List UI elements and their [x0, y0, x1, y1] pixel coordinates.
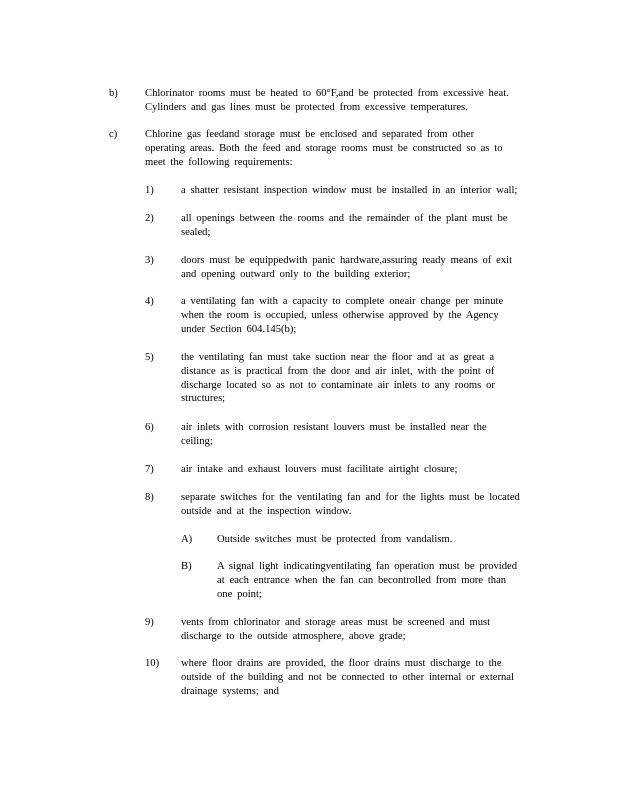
requirement-10-line-3: drainage systems; and — [181, 685, 279, 697]
requirement-3-line-1: doors must be equippedwith panic hardware,assuring ready means of exit — [181, 255, 513, 266]
requirement-6-line-1: air inlets with corrosion resistant louvers must be installed near the — [181, 422, 487, 433]
section-c-text — [145, 128, 535, 169]
requirement-10-line-1: where floor drains are provided, the floor drains must discharge to the — [181, 658, 502, 669]
requirement-6-text — [181, 421, 536, 449]
requirement-9-marker: 9) — [145, 617, 154, 628]
requirement-9-text — [181, 616, 536, 644]
switch-requirement-b-line-2: at each entrance when the fan can becontrolled from more than — [217, 574, 507, 586]
requirement-5-line-3: discharge located so as not to contaminate air inlets to any rooms or — [181, 379, 495, 391]
requirement-2-line-2: sealed; — [181, 226, 211, 238]
switch-requirement-a-line-1: Outside switches must be protected from vandalism. — [217, 534, 453, 545]
switch-requirement-a-text — [217, 533, 537, 547]
section-c-line-3: meet the following requirements: — [145, 156, 293, 168]
requirement-3-text — [181, 254, 536, 282]
requirement-8-line-1: separate switches for the ventilating fan and for the lights must be located — [181, 492, 520, 503]
requirement-2-line-1: all openings between the rooms and the remainder of the plant must be — [181, 213, 508, 224]
requirement-8-text — [181, 491, 536, 519]
requirement-3-line-2: and opening outward only to the building exterior; — [181, 268, 411, 280]
requirement-4-line-3: under Section 604.145(b); — [181, 323, 297, 335]
requirement-5-line-2: distance as is practical from the door and air inlet, with the point of — [181, 365, 495, 377]
requirement-8-marker: 8) — [145, 492, 154, 503]
requirement-6-marker: 6) — [145, 422, 154, 433]
switch-requirement-b-text — [217, 560, 537, 601]
requirement-2-marker: 2) — [145, 213, 154, 224]
section-b-line-1: Chlorinator rooms must be heated to 60°F,and be protected from excessive heat. — [145, 88, 509, 99]
requirement-9-line-1: vents from chlorinator and storage areas must be screened and must — [181, 617, 491, 628]
requirement-4-line-1: a ventilating fan with a capacity to complete oneair change per minute — [181, 296, 504, 307]
requirement-4-marker: 4) — [145, 296, 154, 307]
requirement-7-text — [181, 463, 536, 477]
requirement-10-text — [181, 657, 536, 698]
requirement-2-text — [181, 212, 536, 240]
section-b-marker: b) — [109, 88, 118, 99]
requirement-9-line-2: discharge to the outside atmosphere, above grade; — [181, 630, 406, 642]
requirement-1-line-1: a shatter resistant inspection window must be installed in an interior wall; — [181, 185, 518, 196]
requirement-4-line-2: when the room is occupied, unless otherwise approved by the Agency — [181, 309, 499, 321]
switch-requirement-b-line-1: A signal light indicatingventilating fan operation must be provided — [217, 561, 518, 572]
requirement-6-line-2: ceiling; — [181, 435, 213, 447]
section-b-line-2: Cylinders and gas lines must be protected from excessive temperatures. — [145, 101, 468, 113]
switch-requirement-b-marker: B) — [181, 561, 192, 572]
requirement-1-marker: 1) — [145, 185, 154, 196]
requirement-3-marker: 3) — [145, 255, 154, 266]
requirement-5-line-4: structures; — [181, 393, 226, 405]
section-c-line-1: Chlorine gas feedand storage must be enclosed and separated from other — [145, 129, 475, 140]
requirement-1-text — [181, 184, 536, 198]
requirement-4-text — [181, 295, 536, 336]
section-b-text — [145, 87, 535, 115]
requirement-7-marker: 7) — [145, 464, 154, 475]
section-c-line-2: operating areas. Both the feed and storage rooms must be constructed so as to — [145, 142, 503, 154]
requirement-10-marker: 10) — [145, 658, 160, 669]
requirement-5-text — [181, 351, 536, 406]
requirement-5-line-1: the ventilating fan must take suction near the floor and at as great a — [181, 352, 495, 363]
requirement-7-line-1: air intake and exhaust louvers must facilitate airtight closure; — [181, 464, 458, 475]
requirement-5-marker: 5) — [145, 352, 154, 363]
requirement-8-line-2: outside and at the inspection window. — [181, 505, 352, 517]
switch-requirement-b-line-3: one point; — [217, 588, 262, 600]
section-c-marker: c) — [109, 129, 118, 140]
switch-requirement-a-marker: A) — [181, 534, 193, 545]
requirement-10-line-2: outside of the building and not be connected to other internal or external — [181, 671, 514, 683]
